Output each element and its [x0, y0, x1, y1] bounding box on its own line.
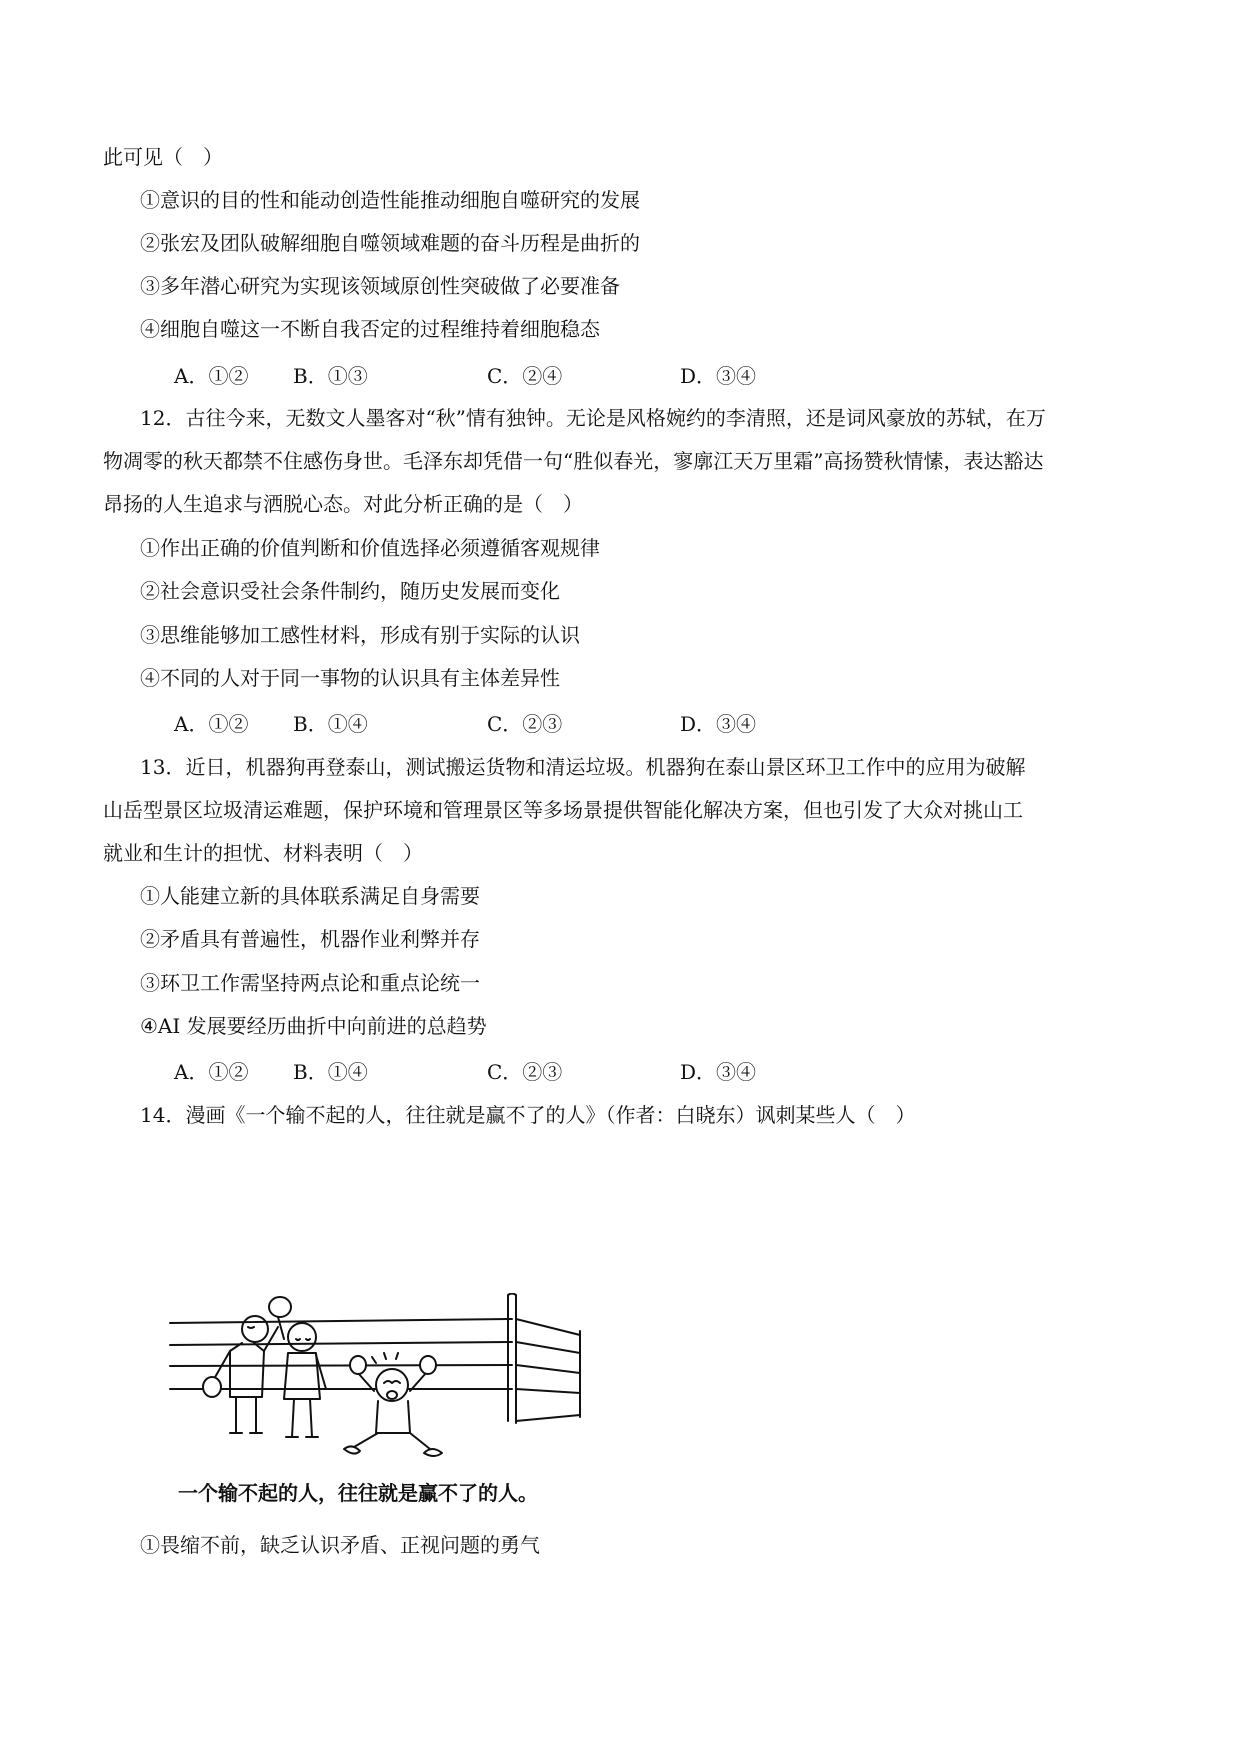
q12-option-c: C．②③ [487, 712, 563, 736]
q11-option-b: B．①③ [293, 364, 368, 388]
q13-stem-line-3: 就业和生计的担忧、材料表明（ ） [103, 841, 423, 865]
q13-option-c: C．②③ [487, 1060, 563, 1084]
q11-option-a: A．①② [174, 364, 249, 388]
q11-option-c: C．②④ [487, 364, 563, 388]
q13-option-d: D．③④ [680, 1060, 757, 1084]
q13-option-a: A．①② [174, 1060, 249, 1084]
q12-stem-line-3: 昂扬的人生追求与洒脱心态。对此分析正确的是（ ） [103, 492, 583, 516]
q12-item-1: ①作出正确的价值判断和价值选择必须遵循客观规律 [140, 536, 600, 560]
boxing-cartoon [160, 1293, 600, 1473]
q11-item-4: ④细胞自噬这一不断自我否定的过程维持着细胞稳态 [140, 317, 600, 341]
ring-ropes [170, 1294, 580, 1424]
q11-item-2: ②张宏及团队破解细胞自噬领域难题的奋斗历程是曲折的 [140, 231, 640, 255]
q12-option-b: B．①④ [293, 712, 368, 736]
q13-stem-line-1: 13．近日，机器狗再登泰山，测试搬运货物和清运垃圾。机器狗在泰山景区环卫工作中的应用为破解 [140, 755, 1026, 779]
referee [269, 1297, 326, 1437]
q13-stem-line-2: 山岳型景区垃圾清运难题，保护环境和管理景区等多场景提供智能化解决方案，但也引发了大众对挑山工 [103, 798, 1023, 822]
q12-option-a: A．①② [174, 712, 249, 736]
q11-stem-tail: 此可见（ ） [103, 145, 223, 169]
q13-option-b: B．①④ [293, 1060, 368, 1084]
q14-item-1: ①畏缩不前，缺乏认识矛盾、正视问题的勇气 [140, 1533, 540, 1557]
standing-boxer [203, 1316, 278, 1433]
q14-stem: 14．漫画《一个输不起的人，往往就是赢不了的人》（作者：白晓东）讽刺某些人（ ） [140, 1103, 916, 1127]
q13-item-4: ④AI 发展要经历曲折中向前进的总趋势 [140, 1014, 487, 1038]
cartoon-caption: 一个输不起的人，往往就是赢不了的人。 [178, 1481, 538, 1505]
q12-stem-line-2: 物凋零的秋天都禁不住感伤身世。毛泽东却凭借一句“胜似春光，寥廓江天万里霜”高扬赞秋情愫，表达豁达 [103, 449, 1044, 473]
q13-item-2: ②矛盾具有普遍性，机器作业利弊并存 [140, 927, 480, 951]
q11-item-1: ①意识的目的性和能动创造性能推动细胞自噬研究的发展 [140, 188, 640, 212]
q12-item-2: ②社会意识受社会条件制约，随历史发展而变化 [140, 579, 560, 603]
q12-option-d: D．③④ [680, 712, 757, 736]
q13-item-3: ③环卫工作需坚持两点论和重点论统一 [140, 971, 480, 995]
q13-item-1: ①人能建立新的具体联系满足自身需要 [140, 884, 480, 908]
q12-item-4: ④不同的人对于同一事物的认识具有主体差异性 [140, 666, 560, 690]
q11-item-3: ③多年潜心研究为实现该领域原创性突破做了必要准备 [140, 274, 620, 298]
q11-option-d: D．③④ [680, 364, 757, 388]
q12-stem-line-1: 12．古往今来，无数文人墨客对“秋”情有独钟。无论是风格婉约的李清照，还是词风豪放的苏轼，在万 [140, 406, 1046, 430]
q12-item-3: ③思维能够加工感性材料，形成有别于实际的认识 [140, 623, 580, 647]
fallen-boxer [344, 1353, 442, 1456]
